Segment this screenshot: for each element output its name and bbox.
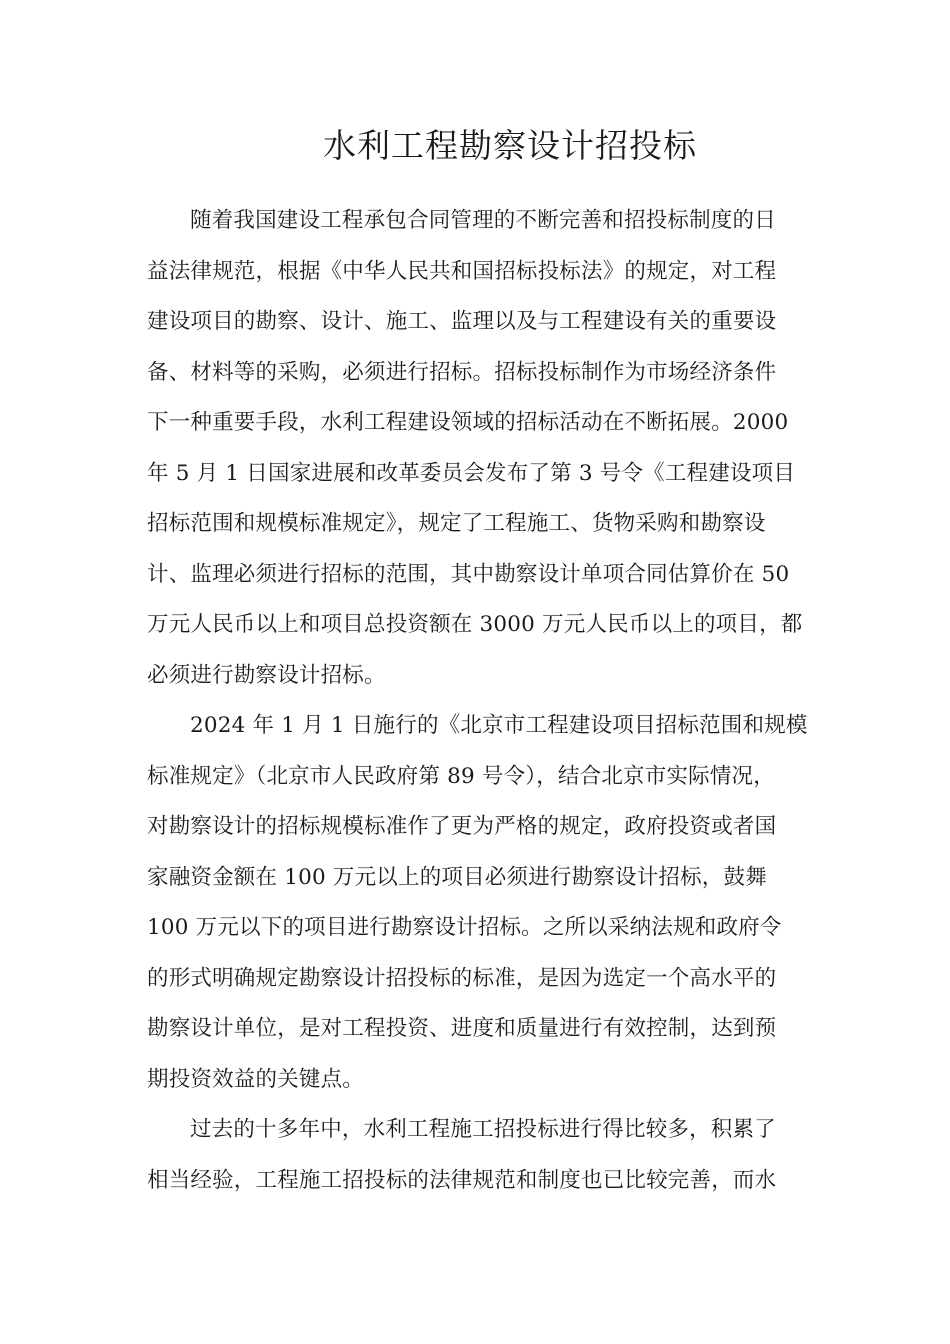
text-line: 万元人民币以上和项目总投资额在 3000 万元人民币以上的项目，都 (147, 612, 803, 637)
text-line: 招标范围和规模标准规定》，规定了工程施工、货物采购和勘察设 (147, 511, 766, 536)
text-line: 标准规定》（北京市人民政府第 89 号令），结合北京市实际情况， (147, 763, 775, 789)
text-line: 过去的十多年中，水利工程施工招投标进行得比较多，积累了 (190, 1117, 776, 1142)
text-line: 必须进行勘察设计招标。 (147, 662, 386, 688)
text-line: 对勘察设计的招标规模标准作了更为严格的规定，政府投资或者国 (147, 814, 777, 839)
text-line: 家融资金额在 100 万元以上的项目必须进行勘察设计招标，鼓舞 (147, 864, 767, 890)
text-line: 2024 年 1 月 1 日施行的《北京市工程建设项目招标范围和规模 (190, 713, 808, 738)
paragraph-1 (147, 196, 807, 701)
document-title: 水利工程勘察设计招投标 (323, 126, 697, 165)
text-line: 相当经验，工程施工招投标的法律规范和制度也已比较完善，而水 (147, 1167, 777, 1193)
document-body (147, 196, 807, 1206)
text-line: 勘察设计单位，是对工程投资、进度和质量进行有效控制，达到预 (147, 1016, 777, 1041)
paragraph-3 (147, 1105, 807, 1206)
text-line: 计、监理必须进行招标的范围，其中勘察设计单项合同估算价在 50 (147, 561, 790, 587)
text-line: 的形式明确规定勘察设计招投标的标准，是因为选定一个高水平的 (147, 965, 777, 991)
text-line: 建设项目的勘察、设计、施工、监理以及与工程建设有关的重要设 (147, 309, 777, 334)
text-line: 年 5 月 1 日国家进展和改革委员会发布了第 3 号令《工程建设项目 (147, 460, 796, 486)
text-line: 下一种重要手段，水利工程建设领域的招标活动在不断拓展。2000 (147, 410, 789, 435)
text-line: 随着我国建设工程承包合同管理的不断完善和招投标制度的日 (190, 208, 776, 233)
text-line: 期投资效益的关键点。 (147, 1066, 365, 1092)
text-line: 备、材料等的采购，必须进行招标。招标投标制作为市场经济条件 (147, 359, 777, 385)
paragraph-2 (147, 701, 807, 1105)
text-line: 100 万元以下的项目进行勘察设计招标。之所以采纳法规和政府令 (147, 915, 782, 940)
text-line: 益法律规范，根据《中华人民共和国招标投标法》的规定，对工程 (147, 258, 777, 284)
